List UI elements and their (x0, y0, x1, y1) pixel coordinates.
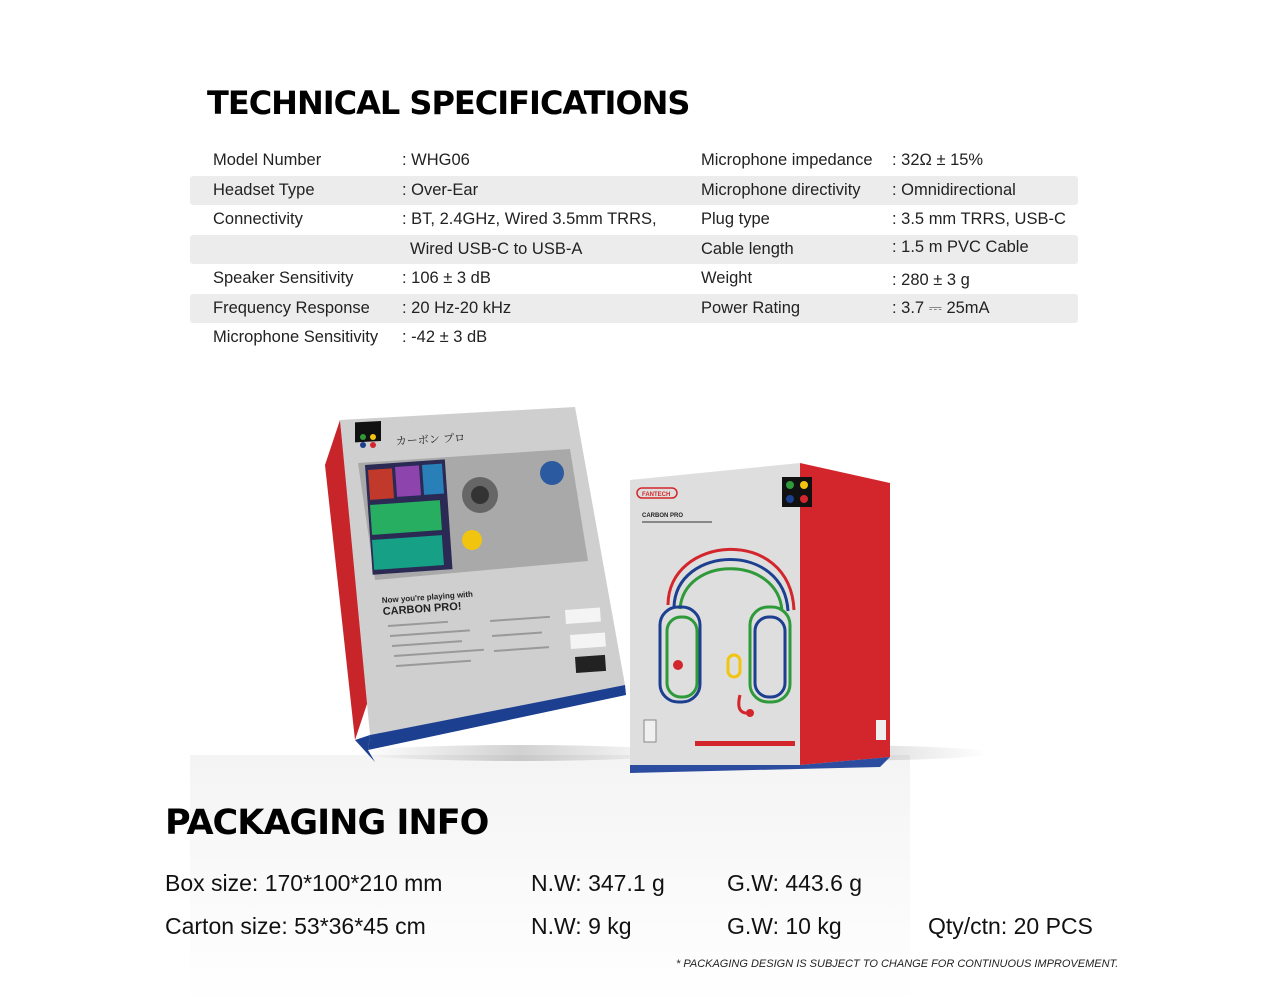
spec-row (190, 323, 1078, 353)
carton-quantity: Qty/ctn: 20 PCS (928, 913, 1093, 939)
controller-logo-icon (355, 421, 381, 442)
front-box (630, 463, 890, 773)
spec-label: Microphone Sensitivity (213, 328, 379, 346)
spec-value: : 3.5 mm TRRS, USB-C (892, 210, 1066, 228)
box-size: Box size: 170*100*210 mm (165, 870, 443, 896)
spec-value: : 106 ± 3 dB (402, 269, 491, 287)
front-box-product: CARBON PRO (642, 513, 684, 519)
spec-row (190, 294, 1078, 324)
carton-gross-weight: G.W: 10 kg (727, 913, 842, 939)
back-box-tagline: Now you're playing with (381, 589, 474, 605)
spec-label: Plug type (701, 210, 770, 228)
spec-value: : Over-Ear (402, 180, 479, 199)
spec-value: : WHG06 (402, 151, 470, 169)
spec-label: Weight (701, 269, 753, 287)
back-box-title: カーボン プロ (395, 431, 466, 448)
spec-row (190, 205, 1078, 235)
spec-value: : 20 Hz-20 kHz (402, 298, 512, 317)
spec-row (190, 146, 1078, 176)
spec-label: Connectivity (213, 210, 303, 228)
spec-label: Microphone directivity (701, 180, 861, 199)
front-box-brand: FANTECH (642, 492, 671, 498)
spec-value: : 1.5 m PVC Cable (892, 237, 1029, 256)
spec-label: Cable length (701, 239, 794, 258)
back-box (325, 407, 626, 762)
footnote: * PACKAGING DESIGN IS SUBJECT TO CHANGE FOR CONTINUOUS IMPROVEMENT. (676, 958, 1119, 970)
box-gross-weight: G.W: 443.6 g (727, 870, 863, 896)
carton-net-weight: N.W: 9 kg (531, 913, 632, 939)
spec-row (190, 176, 1078, 206)
controller-logo-icon (782, 477, 812, 507)
packaging-title: PACKAGING INFO (165, 803, 489, 843)
spec-label: Power Rating (701, 298, 801, 317)
spec-label: Model Number (213, 151, 322, 169)
carton-size: Carton size: 53*36*45 cm (165, 913, 426, 939)
spec-value: : Omnidirectional (892, 180, 1016, 199)
spec-title: TECHNICAL SPECIFICATIONS (207, 84, 690, 122)
spec-row (190, 235, 1078, 265)
front-box-side (800, 463, 890, 765)
box-illustration (190, 395, 1090, 1000)
box-net-weight: N.W: 347.1 g (531, 870, 665, 896)
spec-label: Speaker Sensitivity (213, 269, 354, 287)
spec-table (190, 146, 1078, 353)
spec-value: : 280 ± 3 g (892, 271, 970, 289)
spec-row (190, 264, 1078, 294)
spec-label: Headset Type (213, 180, 315, 199)
spec-label: Microphone impedance (701, 151, 873, 169)
spec-value: : -42 ± 3 dB (402, 328, 488, 346)
spec-value: : 3.7 ⎓ 25mA (892, 298, 990, 317)
spec-value: : BT, 2.4GHz, Wired 3.5mm TRRS, (402, 210, 657, 228)
spec-value: Wired USB-C to USB-A (410, 239, 583, 258)
spec-value: : 32Ω ± 15% (892, 151, 984, 169)
back-box-product: CARBON PRO! (382, 600, 462, 618)
product-box-photo (190, 395, 1090, 1000)
spec-label: Frequency Response (213, 298, 370, 317)
